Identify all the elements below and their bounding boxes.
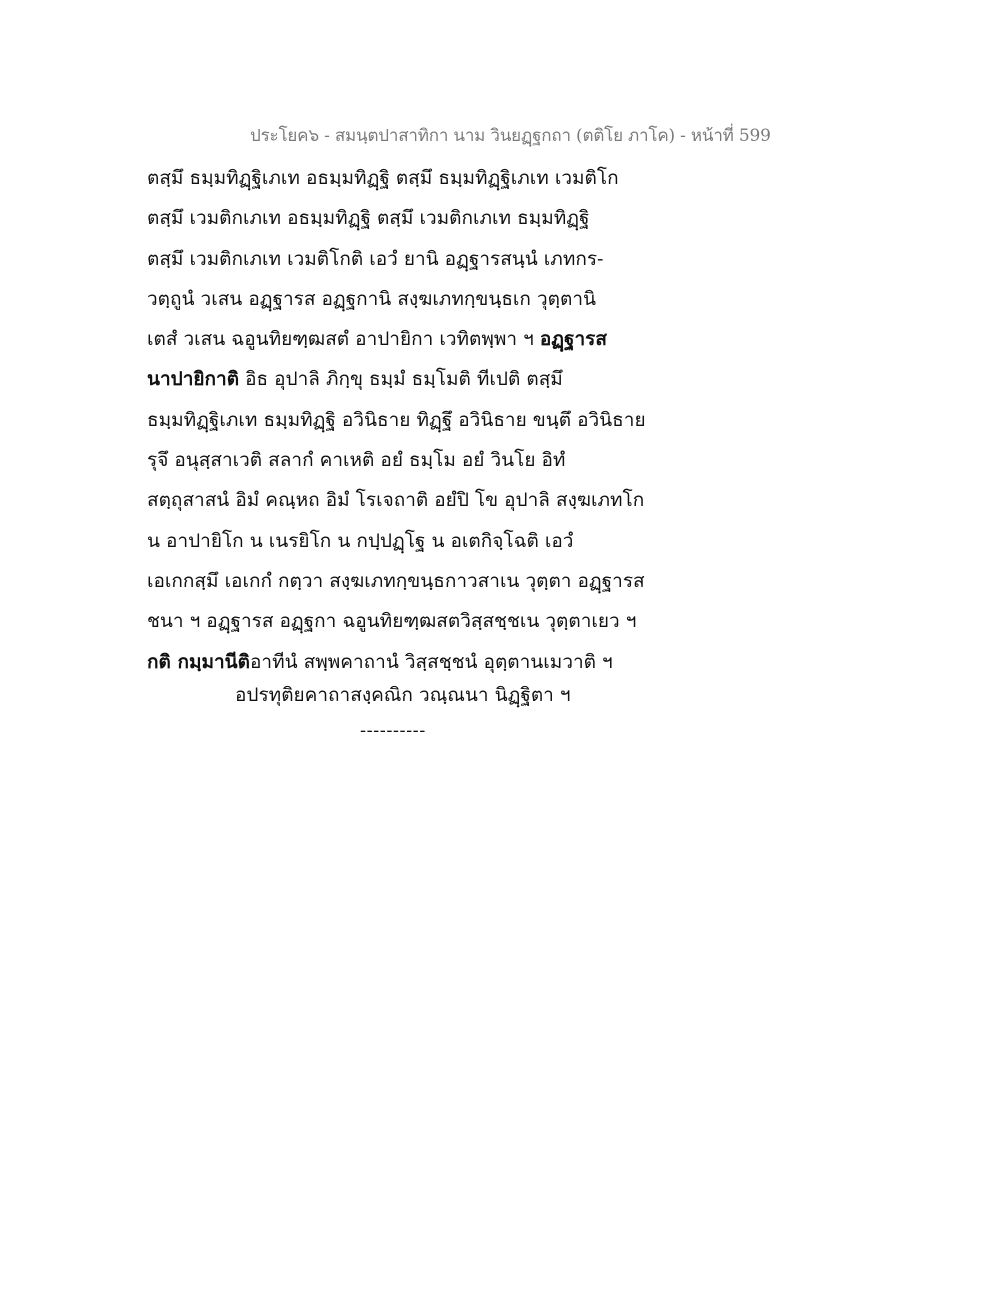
text-segment: เตสํ วเสน ฉอูนทิยฑฺฒสตํ อาปายิกา เวทิตพฺพา ฯ xyxy=(147,328,540,351)
text-segment: ธมฺมทิฏฺฐิเภเท ธมฺมทิฏฺฐิ อวินิธาย ทิฏฺฐึ อวินิธาย ขนฺตึ อวินิธาย xyxy=(147,408,646,431)
text-segment: ตสฺมึ ธมฺมทิฏฺฐิเภเท อธมฺมทิฏฺฐิ ตสฺมึ ธมฺมทิฏฺฐิเภเท เวมติโก xyxy=(147,167,619,189)
text-line-7 xyxy=(147,400,667,440)
text-segment: เอเกกสฺมึ เอเกกํ กตฺวา สงฺฆเภทกฺขนฺธกาวสาเน วุตฺตา อฏฺฐารส xyxy=(147,569,645,592)
text-line-2 xyxy=(147,198,667,238)
text-line-10 xyxy=(147,521,667,561)
text-segment: รุจึ อนุสฺสาเวติ สลากํ คาเหติ อยํ ธมฺโม อยํ วินโย อิทํ xyxy=(147,449,566,472)
text-line-11 xyxy=(147,561,667,601)
text-segment: วตฺถูนํ วเสน อฏฺฐารส อฏฺฐกานิ สงฺฆเภทกฺขนฺธเก วุตฺตานิ xyxy=(147,287,596,310)
body-text xyxy=(147,158,667,682)
text-segment: ชนา ฯ อฏฺฐารส อฏฺฐกา ฉอูนทิยฑฺฒสตวิสฺสชฺชเน วุตฺตาเยว ฯ xyxy=(147,610,637,633)
text-line-12 xyxy=(147,601,667,641)
text-line-4 xyxy=(147,279,667,319)
text-segment: อาทีนํ สพฺพคาถานํ วิสฺสชฺชนํ อุตฺตานเมวาติ ฯ xyxy=(250,650,613,673)
bold-term: อฏฺฐารส xyxy=(539,328,607,351)
text-segment: อิธ อุปาลิ ภิกฺขุ ธมฺมํ ธมฺโมติ ทีเปติ ตสฺมึ xyxy=(239,368,563,391)
closing-line: อปรทุติยคาถาสงฺคณิก วณฺณนา นิฏฺฐิตา ฯ xyxy=(235,684,571,706)
text-line-1 xyxy=(147,158,667,198)
text-line-9 xyxy=(147,480,667,520)
text-line-13 xyxy=(147,642,667,682)
bold-term: นาปายิกาติ xyxy=(147,368,240,391)
text-segment: ตสฺมึ เวมติกเภเท เวมติโกติ เอวํ ยานิ อฏฺฐารสนฺนํ เภทกร- xyxy=(147,247,604,270)
text-segment: สตฺถุสาสนํ อิมํ คณฺหถ อิมํ โรเจถาติ อยํปิ โข อุปาลิ สงฺฆเภทโก xyxy=(147,489,645,512)
bold-term: กติ กมฺมานีติ xyxy=(147,650,251,673)
text-line-3 xyxy=(147,239,667,279)
text-segment: ตสฺมึ เวมติกเภเท อธมฺมทิฏฺฐิ ตสฺมึ เวมติกเภเท ธมฺมทิฏฺฐิ xyxy=(147,207,590,230)
page-header: ประโยค๖ - สมนฺตปาสาทิกา นาม วินยฏฺฐกถา (ตติโย ภาโค) - หน้าที่ 599 xyxy=(250,126,771,146)
text-line-6 xyxy=(147,359,667,399)
text-line-8 xyxy=(147,440,667,480)
separator: ---------- xyxy=(360,720,426,741)
text-segment: น อาปายิโก น เนรยิโก น กปฺปฏฺโฐ น อเตกิจฺโฉติ เอวํ xyxy=(147,529,574,552)
text-line-5 xyxy=(147,319,667,359)
